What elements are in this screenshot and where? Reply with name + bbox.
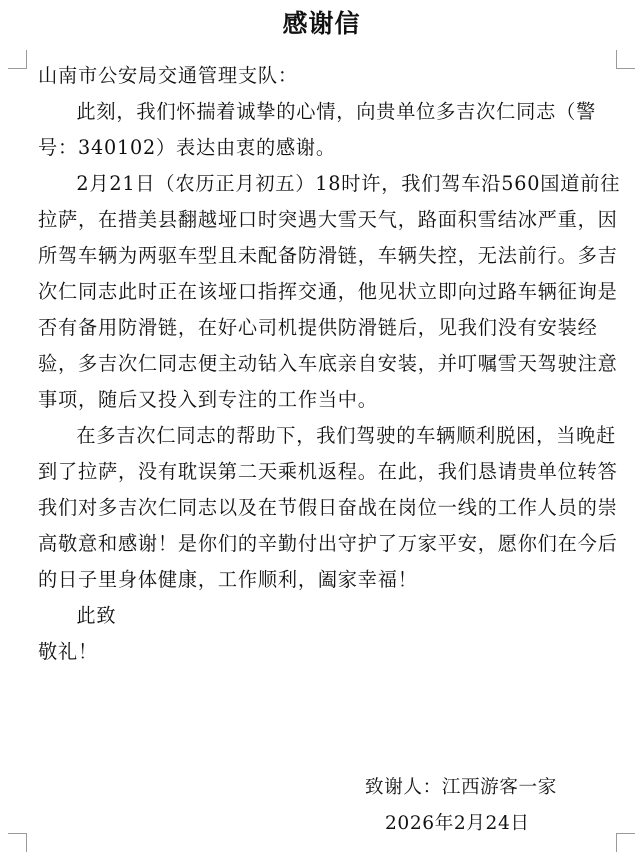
letter-body bbox=[38, 58, 630, 670]
regards: 敬礼！ bbox=[38, 640, 98, 663]
salutation: 山南市公安局交通管理支队： bbox=[38, 64, 298, 87]
paragraph: 在多吉次仁同志的帮助下，我们驾驶的车辆顺利脱困，当晚赶到了拉萨，没有耽误第二天乘机返程。在此，我们恳请贵单位转答我们对多吉次仁同志以及在节假日奋战在岗位一线的工作人员的崇高敬意和感谢！是你们的辛勤付出守护了万家平安，愿你们在今后的日子里身体健康，工作顺利，阖家幸福！ bbox=[38, 424, 618, 591]
date: 2026年2月24日 bbox=[385, 813, 530, 834]
crop-mark-top-left bbox=[8, 50, 27, 69]
paragraph: 2月21日（农历正月初五）18时许，我们驾车沿560国道前往拉萨，在措美县翻越垭口时突遇大雪天气，路面积雪结冰严重，因所驾车辆为两驱车型且未配备防滑链，车辆失控，无法前行。多吉次仁同志此时正在该垭口指挥交通，他见状立即向过路车辆征询是否有备用防滑链，在好心司机提供防滑链后，见我们没有安装经验，多吉次仁同志便主动钻入车底亲自安装，并叮嘱雪天驾驶注意事项，随后又投入到专注的工作当中。 bbox=[38, 172, 621, 411]
paragraph: 此刻，我们怀揣着诚挚的心情，向贵单位多吉次仁同志（警号：340102）表达由衷的感谢。 bbox=[38, 100, 597, 159]
signature-block bbox=[365, 770, 605, 842]
letter-title: 感谢信 bbox=[282, 9, 361, 38]
crop-mark-bottom-right bbox=[616, 833, 635, 852]
signature: 致谢人：江西游客一家 bbox=[365, 777, 557, 798]
closing: 此致 bbox=[76, 604, 117, 627]
crop-mark-bottom-left bbox=[8, 833, 27, 852]
